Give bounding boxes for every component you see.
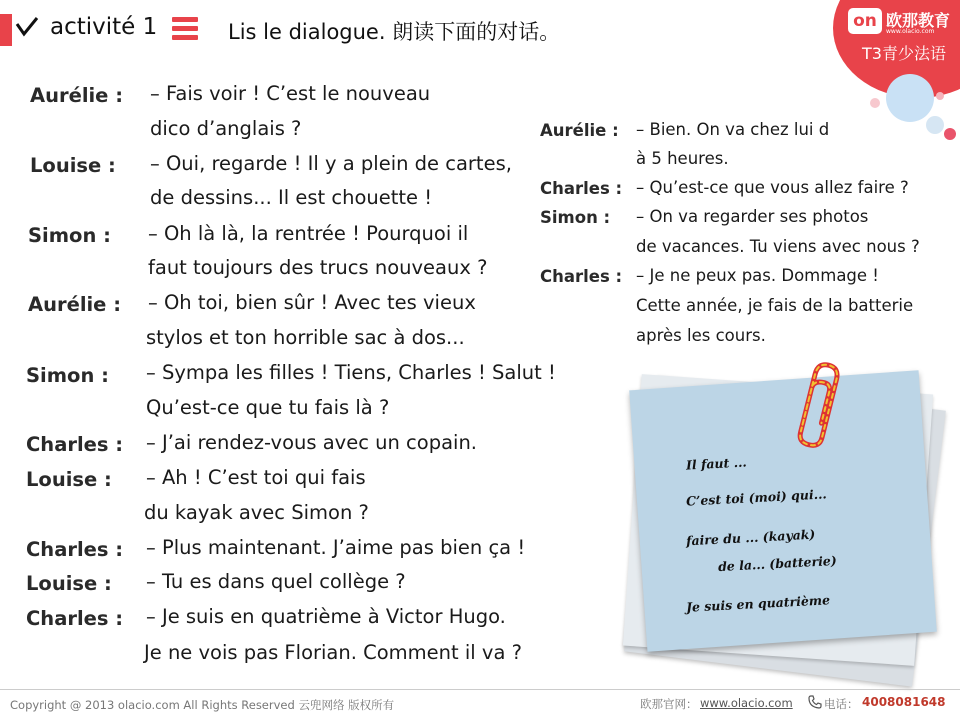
dialogue-line: – Bien. On va chez lui d (636, 120, 830, 139)
footer-phone-label: 电话： (824, 697, 859, 711)
logo-mark: on (848, 8, 882, 34)
dialogue-line: – Tu es dans quel collège ? (146, 570, 406, 593)
dialogue-line: de vacances. Tu viens avec nous ? (636, 237, 920, 256)
decor-bubble (926, 116, 944, 134)
speaker-label: Simon : (540, 208, 611, 227)
dialogue-line: Qu’est-ce que tu fais là ? (146, 396, 390, 419)
decor-bubble (944, 128, 956, 140)
speaker-label: Charles : (540, 179, 623, 198)
phone-icon (808, 695, 822, 709)
dialogue-line: – Plus maintenant. J’aime pas bien ça ! (146, 536, 526, 559)
speaker-label: Simon : (28, 224, 111, 247)
footer-phone: 4008081648 (862, 695, 946, 709)
dialogue-line: Cette année, je fais de la batterie (636, 296, 914, 315)
dialogue-line: – On va regarder ses photos (636, 207, 869, 226)
speaker-label: Aurélie : (30, 84, 123, 107)
logo-url: www.olacio.com (886, 28, 935, 35)
note-line: Je suis en quatrième (685, 592, 831, 615)
decor-bubble (936, 92, 944, 100)
speaker-label: Louise : (30, 154, 116, 177)
dialogue-line: – Oh là là, la rentrée ! Pourquoi il (148, 222, 469, 245)
dialogue-line: faut toujours des trucs nouveaux ? (148, 256, 488, 279)
dialogue-line: stylos et ton horrible sac à dos... (146, 326, 465, 349)
speaker-label: Charles : (540, 267, 623, 286)
note-line: Il faut ... (685, 454, 748, 473)
speaker-label: Charles : (26, 607, 124, 630)
dialogue-line: de dessins... Il est chouette ! (150, 186, 433, 209)
dialogue-line: – Sympa les filles ! Tiens, Charles ! Salut ! (146, 361, 556, 384)
dialogue-line: – Oh toi, bien sûr ! Avec tes vieux (148, 291, 476, 314)
logo-brand: 欧那教育 (886, 11, 951, 30)
note-line: de la... (batterie) (717, 552, 838, 575)
logo-tagline: T3青少法语 (862, 44, 946, 63)
dialogue-line: – Ah ! C’est toi qui fais (146, 466, 366, 489)
menu-icon[interactable] (172, 17, 198, 41)
footer-site-link[interactable]: www.olacio.com (700, 696, 793, 710)
footer-copyright: Copyright @ 2013 olacio.com All Rights Reserved 云兜网络 版权所有 (10, 698, 395, 712)
dialogue-line: Je ne vois pas Florian. Comment il va ? (144, 641, 522, 664)
dialogue-line: à 5 heures. (636, 149, 729, 168)
dialogue-line: – Je suis en quatrième à Victor Hugo. (146, 605, 506, 628)
decor-bubble (886, 74, 934, 122)
speaker-label: Louise : (26, 572, 112, 595)
speaker-label: Charles : (26, 433, 124, 456)
dialogue-line: – Je ne peux pas. Dommage ! (636, 266, 879, 285)
dialogue-line: du kayak avec Simon ? (144, 501, 369, 524)
footer-divider (0, 689, 960, 690)
dialogue-line: dico d’anglais ? (150, 117, 302, 140)
decor-bubble (870, 98, 880, 108)
speaker-label: Louise : (26, 468, 112, 491)
footer-site-label: 欧那官网： (640, 697, 698, 711)
activity-title: activité 1 (50, 14, 158, 40)
instruction-text: Lis le dialogue. 朗读下面的对话。 (228, 20, 561, 44)
note-line: C’est toi (moi) qui... (685, 486, 828, 509)
paperclip-icon (794, 358, 844, 450)
speaker-label: Aurélie : (28, 293, 121, 316)
header-accent-bar (0, 14, 12, 46)
speaker-label: Simon : (26, 364, 109, 387)
dialogue-line: – Oui, regarde ! Il y a plein de cartes, (150, 152, 512, 175)
dialogue-line: – J’ai rendez-vous avec un copain. (146, 431, 477, 454)
speaker-label: Aurélie : (540, 121, 619, 140)
speaker-label: Charles : (26, 538, 124, 561)
note-line: faire du ... (kayak) (685, 526, 816, 549)
dialogue-line: – Qu’est-ce que vous allez faire ? (636, 178, 909, 197)
checkmark-icon (14, 12, 40, 42)
dialogue-line: après les cours. (636, 326, 766, 345)
dialogue-line: – Fais voir ! C’est le nouveau (150, 82, 431, 105)
